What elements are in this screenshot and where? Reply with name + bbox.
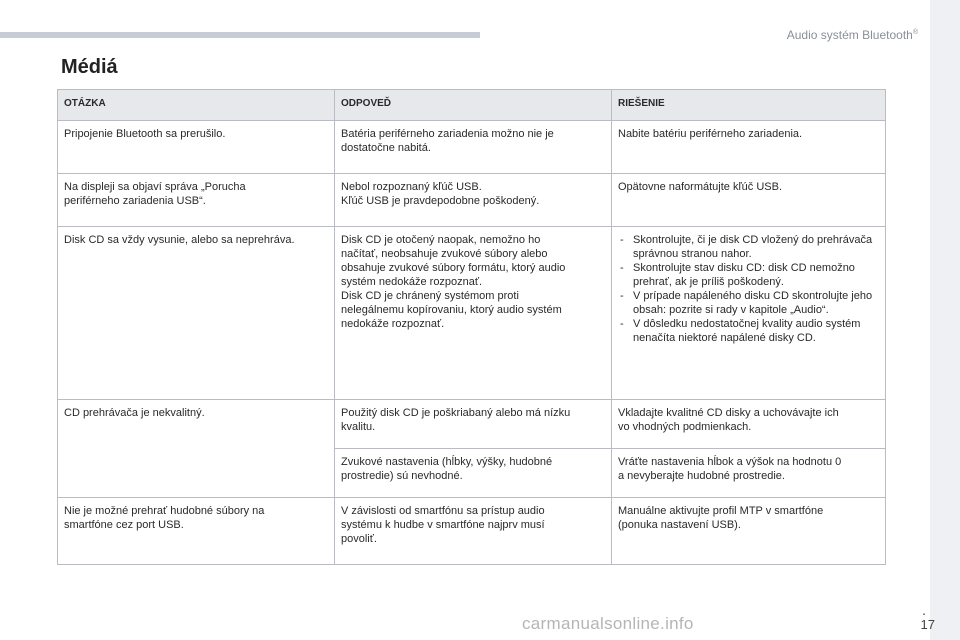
- answer-text: Batéria periférneho zariadenia možno nie je dostatočne nabitá.: [341, 128, 554, 154]
- solution-text: Vráťte nastavenia hĺbok a výšok na hodnotu 0 a nevyberajte hudobné prostredie.: [618, 456, 842, 482]
- running-header-title: Audio systém Bluetooth: [786, 28, 913, 42]
- faq-table: [57, 89, 886, 565]
- solution-cell: [612, 227, 886, 400]
- header-bar: [0, 32, 480, 38]
- watermark: carmanualsonline.info: [522, 614, 694, 633]
- answer-cell: [335, 174, 612, 227]
- table-header-row: [58, 90, 886, 121]
- solution-text: Manuálne aktivujte profil MTP v smartfóne (ponuka nastavení USB).: [618, 505, 824, 531]
- question-text: Pripojenie Bluetooth sa prerušilo.: [64, 128, 226, 140]
- answer-cell: [335, 498, 612, 565]
- question-cell: [58, 174, 335, 227]
- solution-text: Opätovne naformátujte kľúč USB.: [618, 181, 783, 193]
- table-row: [58, 174, 886, 227]
- side-stripe: [930, 0, 960, 640]
- answer-cell: [335, 400, 612, 449]
- question-cell: [58, 400, 335, 498]
- answer-text: Disk CD je otočený naopak, nemožno ho načítať, neobsahuje zvukové súbory alebo obsahuje zvukové súbory formátu, ktorý audio systém nedokáže rozpoznať. Disk CD je chránený systémom proti nelegálnemu kopírovaniu, ktorý audio systém nedokáže rozpoznať.: [341, 234, 566, 330]
- solution-list-item: - V prípade napáleného disku CD skontrolujte jeho obsah: pozrite si rady v kapitole „Audio“.: [618, 289, 879, 317]
- solution-list: [618, 233, 879, 345]
- answer-text: Nebol rozpoznaný kľúč USB. Kľúč USB je pravdepodobne poškodený.: [341, 181, 540, 207]
- solution-cell: [612, 498, 886, 565]
- solution-list-item: - Skontrolujte, či je disk CD vložený do prehrávača správnou stranou nahor.: [618, 233, 879, 261]
- solution-cell: [612, 400, 886, 449]
- solution-list-item: - Skontrolujte stav disku CD: disk CD nemožno prehrať, ak je príliš poškodený.: [618, 261, 879, 289]
- column-header-question: OTÁZKA: [58, 90, 335, 121]
- solution-cell: [612, 449, 886, 498]
- answer-cell: [335, 121, 612, 174]
- registered-mark: ®: [912, 29, 918, 36]
- question-cell: [58, 227, 335, 400]
- page-dot: .: [922, 602, 926, 618]
- answer-cell: [335, 227, 612, 400]
- running-header: [787, 28, 918, 42]
- solution-cell: [612, 174, 886, 227]
- question-text: Na displeji sa objaví správa „Porucha periférneho zariadenia USB“.: [64, 181, 246, 207]
- answer-text: Zvukové nastavenia (hĺbky, výšky, hudobné prostredie) sú nevhodné.: [341, 456, 553, 482]
- answer-text: V závislosti od smartfónu sa prístup audio systému k hudbe v smartfóne najprv musí povoliť.: [341, 505, 545, 545]
- question-text: Disk CD sa vždy vysunie, alebo sa neprehráva.: [64, 234, 295, 246]
- solution-text: Nabite batériu periférneho zariadenia.: [618, 128, 803, 140]
- solution-list-item: - V dôsledku nedostatočnej kvality audio systém nenačíta niektoré napálené disky CD.: [618, 317, 879, 345]
- question-cell: [58, 498, 335, 565]
- solution-cell: [612, 121, 886, 174]
- solution-text: Vkladajte kvalitné CD disky a uchovávajte ich vo vhodných podmienkach.: [618, 407, 839, 433]
- table-row: [58, 121, 886, 174]
- answer-text: Použitý disk CD je poškriabaný alebo má nízku kvalitu.: [341, 407, 571, 433]
- column-header-answer: ODPOVEĎ: [335, 90, 612, 121]
- column-header-solution: RIEŠENIE: [612, 90, 886, 121]
- question-text: Nie je možné prehrať hudobné súbory na smartfóne cez port USB.: [64, 505, 265, 531]
- table-row: [58, 498, 886, 565]
- question-cell: [58, 121, 335, 174]
- page-number: 17: [920, 617, 935, 632]
- question-text: CD prehrávača je nekvalitný.: [64, 407, 205, 419]
- answer-cell: [335, 449, 612, 498]
- table-row: [58, 227, 886, 400]
- page-title: Médiá: [61, 56, 118, 78]
- table-row: [58, 400, 886, 449]
